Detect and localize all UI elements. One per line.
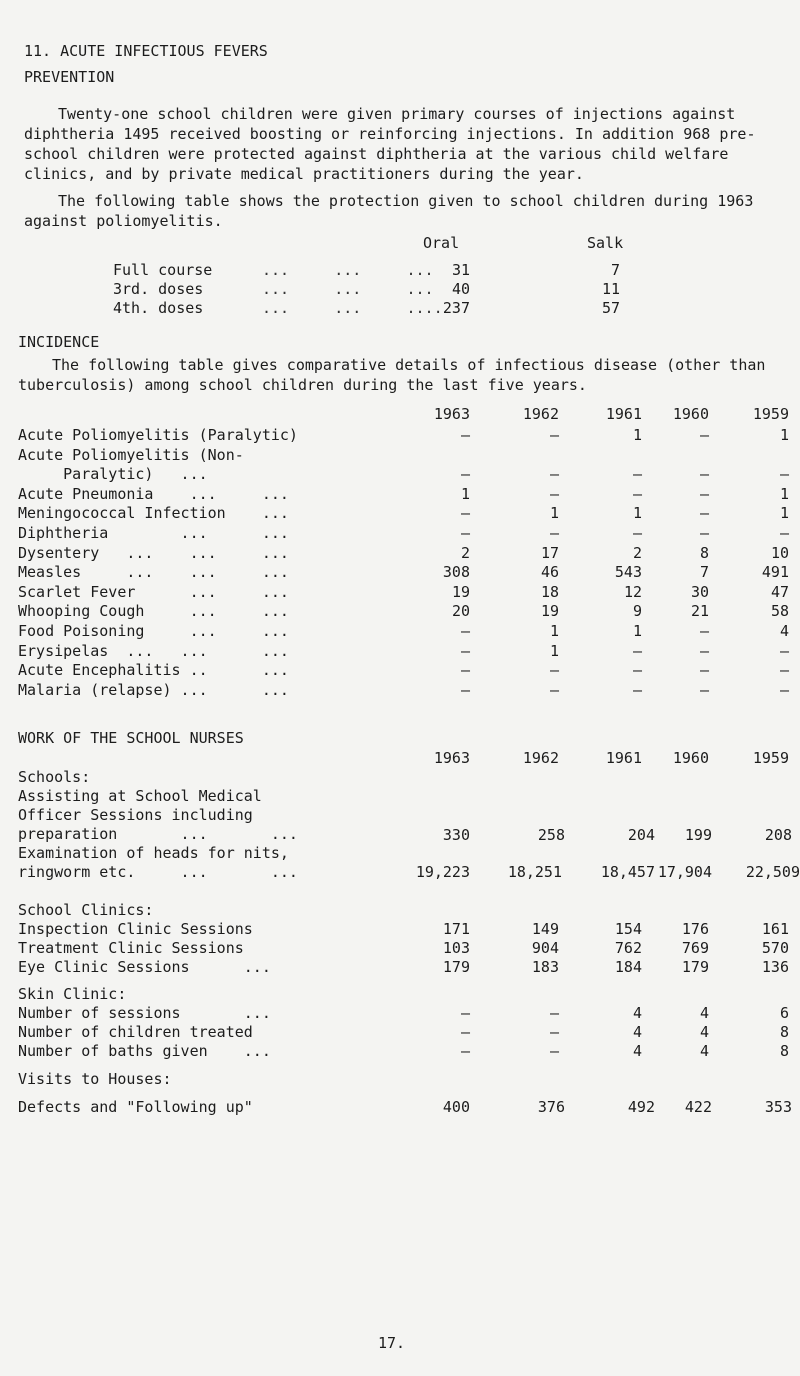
polio-salk-value: 11 <box>601 280 620 298</box>
incidence-row-label: Whooping Cough ... ... <box>18 602 289 621</box>
clinic-row-label: Treatment Clinic Sessions <box>18 939 244 957</box>
incidence-cell: – <box>549 465 559 484</box>
incidence-cell: 1 <box>779 484 789 503</box>
skin-cell: 4 <box>699 1004 709 1022</box>
incidence-cell: – <box>779 641 789 660</box>
prevention-title: PREVENTION <box>24 68 115 86</box>
skin-cell: 4 <box>699 1023 709 1041</box>
clinic-cell: 179 <box>681 958 709 976</box>
incidence-row-label: Acute Encephalitis .. ... <box>18 661 289 680</box>
visits-value: 376 <box>537 1098 565 1116</box>
clinic-cell: 179 <box>442 958 470 976</box>
polio-row-label: Full course <box>113 261 213 279</box>
incidence-cell: 1 <box>549 641 559 660</box>
incidence-cell: – <box>779 465 789 484</box>
exam-value: 19,223 <box>415 863 470 881</box>
incidence-cell: – <box>460 504 470 523</box>
skin-cell: 6 <box>779 1004 789 1022</box>
incidence-cell: – <box>549 524 559 542</box>
incidence-cell: – <box>549 426 559 444</box>
polio-row-dots: ... ... ... <box>262 280 434 298</box>
incidence-cell: – <box>779 524 789 542</box>
clinic-row-label: Eye Clinic Sessions ... <box>18 958 271 976</box>
incidence-title: INCIDENCE <box>18 333 100 351</box>
incidence-year-header: 1960 <box>672 405 709 423</box>
skin-cell: 4 <box>632 1004 642 1022</box>
incidence-cell: 4 <box>779 622 789 640</box>
incidence-cell: 1 <box>632 622 642 640</box>
incidence-cell: – <box>699 641 709 660</box>
skin-row-label: Number of children treated <box>18 1023 253 1041</box>
skin-cell: 4 <box>632 1042 642 1060</box>
skin-clinic-label: Skin Clinic: <box>18 985 127 1003</box>
page-number: 17. <box>378 1334 406 1352</box>
incidence-cell: 491 <box>761 563 789 582</box>
skin-cell: – <box>460 1042 470 1060</box>
skin-cell: – <box>549 1042 559 1060</box>
prevention-paragraph: Twenty-one school children were given primary courses of injections against diphtheria 1495 received boosting or reinforcing injections. In addition 968 pre-school children were protected against diphtheria at the various child welfare clinics, and by private medical practitioners during the year. <box>24 105 756 183</box>
incidence-cell: – <box>632 641 642 660</box>
incidence-cell: 20 <box>451 602 470 621</box>
incidence-cell: – <box>460 622 470 640</box>
section-heading: 11. ACUTE INFECTIOUS FEVERS <box>24 42 268 60</box>
incidence-cell: 46 <box>540 563 559 582</box>
exam-value: 17,904 <box>657 863 712 881</box>
clinic-cell: 103 <box>442 939 470 957</box>
assist-value: 199 <box>684 826 712 844</box>
exam-label-line: Examination of heads for nits, <box>18 844 289 862</box>
incidence-cell: – <box>632 524 642 542</box>
incidence-cell: – <box>549 484 559 503</box>
skin-cell: 8 <box>779 1042 789 1060</box>
polio-salk-value: 7 <box>610 261 620 279</box>
clinic-cell: 154 <box>614 920 642 938</box>
incidence-cell: – <box>549 661 559 680</box>
exam-value: 18,457 <box>600 863 655 881</box>
incidence-cell: 543 <box>614 563 642 582</box>
visits-row-label: Defects and "Following up" <box>18 1098 253 1116</box>
incidence-cell: 9 <box>632 602 642 621</box>
polio-row-label: 4th. doses <box>113 299 204 317</box>
clinic-cell: 136 <box>761 958 789 976</box>
visits-value: 422 <box>684 1098 712 1116</box>
clinic-cell: 570 <box>761 939 789 957</box>
assist-label-line: Officer Sessions including <box>18 806 253 824</box>
incidence-cell: 1 <box>779 426 789 444</box>
skin-cell: 4 <box>632 1023 642 1041</box>
incidence-row-label: Acute Poliomyelitis (Non- <box>18 445 244 464</box>
assist-value: 208 <box>764 826 792 844</box>
exam-value: 18,251 <box>507 863 562 881</box>
incidence-cell: – <box>779 661 789 680</box>
incidence-paragraph: The following table gives comparative details of infectious disease (other than tuberculosis) among school children during the last five years. <box>18 356 766 394</box>
incidence-cell: – <box>699 426 709 444</box>
polio-oral-value: 237 <box>442 299 470 317</box>
incidence-cell: 308 <box>442 563 470 582</box>
incidence-cell: – <box>549 680 559 699</box>
clinic-cell: 149 <box>531 920 559 938</box>
incidence-year-header: 1962 <box>522 405 559 423</box>
incidence-cell: 1 <box>632 504 642 523</box>
clinic-cell: 184 <box>614 958 642 976</box>
skin-row-label: Number of sessions ... <box>18 1004 271 1022</box>
skin-row-label: Number of baths given ... <box>18 1042 271 1060</box>
clinic-cell: 183 <box>531 958 559 976</box>
assist-label-line: Assisting at School Medical <box>18 787 262 805</box>
nurses-year-header: 1961 <box>605 749 642 767</box>
assist-value: 258 <box>537 826 565 844</box>
incidence-cell: 10 <box>770 543 789 562</box>
incidence-cell: 1 <box>779 504 789 523</box>
clinic-cell: 904 <box>531 939 559 957</box>
visits-label: Visits to Houses: <box>18 1070 172 1088</box>
skin-cell: 8 <box>779 1023 789 1041</box>
incidence-row-label: Dysentery ... ... ... <box>18 543 289 562</box>
skin-cell: – <box>460 1004 470 1022</box>
incidence-cell: – <box>699 680 709 699</box>
schools-label: Schools: <box>18 768 91 786</box>
incidence-year-header: 1963 <box>433 405 470 423</box>
incidence-cell: – <box>699 661 709 680</box>
incidence-cell: – <box>699 504 709 523</box>
nurses-year-header: 1959 <box>752 749 789 767</box>
polio-intro-paragraph: The following table shows the protection given to school children during 1963 against poliomyelitis. <box>24 192 754 230</box>
clinic-row-label: Inspection Clinic Sessions <box>18 920 253 938</box>
incidence-row-label: Erysipelas ... ... ... <box>18 641 289 660</box>
incidence-row-label: Acute Pneumonia ... ... <box>18 484 289 503</box>
polio-oral-value: 40 <box>451 280 470 298</box>
visits-value: 492 <box>627 1098 655 1116</box>
clinic-cell: 171 <box>442 920 470 938</box>
skin-cell: – <box>549 1023 559 1041</box>
incidence-row-label: Measles ... ... ... <box>18 563 289 582</box>
skin-cell: – <box>460 1023 470 1041</box>
assist-value: 204 <box>627 826 655 844</box>
incidence-cell: – <box>632 484 642 503</box>
visits-value: 400 <box>442 1098 470 1116</box>
clinic-cell: 176 <box>681 920 709 938</box>
incidence-row-label: Scarlet Fever ... ... <box>18 582 289 601</box>
incidence-cell: 21 <box>690 602 709 621</box>
nurses-year-header: 1960 <box>672 749 709 767</box>
nurses-title: WORK OF THE SCHOOL NURSES <box>18 729 244 747</box>
incidence-cell: – <box>632 680 642 699</box>
polio-row-dots: ... ... ... <box>262 261 434 279</box>
incidence-cell: 2 <box>632 543 642 562</box>
incidence-cell: 8 <box>699 543 709 562</box>
incidence-cell: – <box>699 524 709 542</box>
incidence-cell: – <box>699 622 709 640</box>
incidence-row-label: Food Poisoning ... ... <box>18 622 289 640</box>
incidence-row-label: Meningococcal Infection ... <box>18 504 289 523</box>
incidence-cell: – <box>699 465 709 484</box>
assist-value: 330 <box>442 826 470 844</box>
incidence-row-label: Acute Poliomyelitis (Paralytic) <box>18 426 298 444</box>
incidence-cell: – <box>632 465 642 484</box>
skin-cell: – <box>549 1004 559 1022</box>
visits-value: 353 <box>764 1098 792 1116</box>
clinic-cell: 769 <box>681 939 709 957</box>
incidence-cell: 1 <box>460 484 470 503</box>
incidence-cell: 17 <box>540 543 559 562</box>
incidence-cell: 7 <box>699 563 709 582</box>
incidence-row-label: Paralytic) ... <box>18 465 208 484</box>
incidence-cell: 2 <box>460 543 470 562</box>
incidence-cell: 19 <box>451 582 470 601</box>
incidence-row-label: Malaria (relapse) ... ... <box>18 680 289 699</box>
incidence-cell: 12 <box>623 582 642 601</box>
incidence-cell: – <box>779 680 789 699</box>
exam-value: 22,509 <box>745 863 800 881</box>
nurses-year-header: 1963 <box>433 749 470 767</box>
incidence-cell: 58 <box>770 602 789 621</box>
incidence-cell: – <box>460 524 470 542</box>
incidence-cell: 30 <box>690 582 709 601</box>
clinics-label: School Clinics: <box>18 901 154 919</box>
incidence-row-label: Diphtheria ... ... <box>18 524 289 542</box>
skin-cell: 4 <box>699 1042 709 1060</box>
incidence-cell: 1 <box>632 426 642 444</box>
incidence-cell: – <box>460 426 470 444</box>
incidence-year-header: 1959 <box>752 405 789 423</box>
polio-salk-value: 57 <box>601 299 620 317</box>
assist-label-line: preparation ... ... <box>18 825 298 843</box>
nurses-year-header: 1962 <box>522 749 559 767</box>
incidence-cell: – <box>460 680 470 699</box>
incidence-cell: 1 <box>549 504 559 523</box>
polio-row-label: 3rd. doses <box>113 280 204 298</box>
clinic-cell: 762 <box>614 939 642 957</box>
incidence-cell: 18 <box>540 582 559 601</box>
incidence-cell: 47 <box>770 582 789 601</box>
incidence-cell: – <box>460 661 470 680</box>
polio-col-oral: Oral <box>423 234 460 252</box>
polio-oral-value: 31 <box>451 261 470 279</box>
incidence-cell: 19 <box>540 602 559 621</box>
polio-col-salk: Salk <box>587 234 624 252</box>
incidence-cell: 1 <box>549 622 559 640</box>
incidence-cell: – <box>699 484 709 503</box>
incidence-cell: – <box>460 641 470 660</box>
clinic-cell: 161 <box>761 920 789 938</box>
incidence-year-header: 1961 <box>605 405 642 423</box>
exam-label-line: ringworm etc. ... ... <box>18 863 298 881</box>
incidence-cell: – <box>460 465 470 484</box>
incidence-cell: – <box>632 661 642 680</box>
polio-row-dots: ... ... .... <box>262 299 443 317</box>
